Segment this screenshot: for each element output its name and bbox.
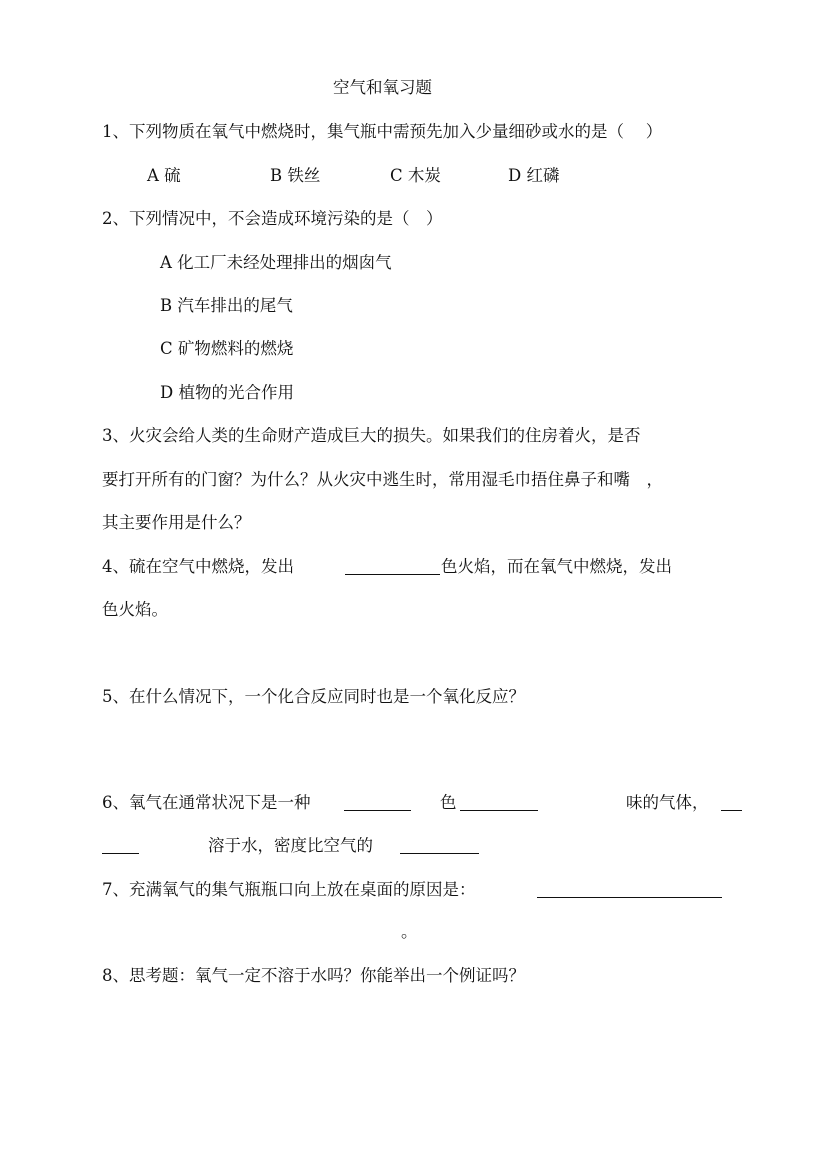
question-6-part-4: 溶于水，密度比空气的 xyxy=(208,836,373,855)
question-4-line-2: 色火焰。 xyxy=(102,600,168,619)
question-6-part-1: 6、氧气在通常状况下是一种 xyxy=(102,793,311,812)
question-5: 5、在什么情况下，一个化合反应同时也是一个氧化反应？ xyxy=(102,687,525,706)
question-2: 2、下列情况中，不会造成环境污染的是（ ） xyxy=(102,209,443,228)
question-3-line-2: 要打开所有的门窗？为什么？从火灾中逃生时，常用湿毛巾捂住鼻子和嘴 ， xyxy=(102,470,663,489)
q7-blank[interactable] xyxy=(537,897,722,898)
question-8: 8、思考题：氧气一定不溶于水吗？你能举出一个例证吗？ xyxy=(102,966,525,985)
q1-option-b: B 铁丝 xyxy=(270,166,321,185)
q6-blank-2[interactable] xyxy=(460,810,538,811)
q6-blank-4[interactable] xyxy=(400,853,479,854)
q2-option-a: A 化工厂未经处理排出的烟囱气 xyxy=(160,253,392,272)
q2-option-d: D 植物的光合作用 xyxy=(160,383,294,402)
question-4-part-2: 色火焰，而在氧气中燃烧，发出 xyxy=(441,557,672,576)
q1-option-c: C 木炭 xyxy=(390,166,441,185)
q2-option-c: C 矿物燃料的燃烧 xyxy=(160,339,294,358)
q6-blank-3a[interactable] xyxy=(721,810,742,811)
q6-blank-3b[interactable] xyxy=(102,853,139,854)
q2-option-b: B 汽车排出的尾气 xyxy=(160,296,293,315)
question-7-end: 。 xyxy=(401,922,418,941)
question-3-line-1: 3、火灾会给人类的生命财产造成巨大的损失。如果我们的住房着火，是否 xyxy=(102,426,641,445)
question-4-part-1: 4、硫在空气中燃烧，发出 xyxy=(102,557,294,576)
q1-option-a: A 硫 xyxy=(147,166,181,185)
question-6-part-2: 色 xyxy=(440,793,457,812)
question-6-part-3: 味的气体， xyxy=(626,793,709,812)
question-7: 7、充满氧气的集气瓶瓶口向上放在桌面的原因是： xyxy=(102,880,476,899)
page-title: 空气和氧习题 xyxy=(333,78,432,97)
q6-blank-1[interactable] xyxy=(344,810,411,811)
q1-option-d: D 红磷 xyxy=(508,166,560,185)
question-3-line-3: 其主要作用是什么？ xyxy=(102,513,251,532)
q4-blank-1[interactable] xyxy=(345,574,440,575)
question-1: 1、下列物质在氧气中燃烧时，集气瓶中需预先加入少量细砂或水的是（ ） xyxy=(102,122,663,141)
